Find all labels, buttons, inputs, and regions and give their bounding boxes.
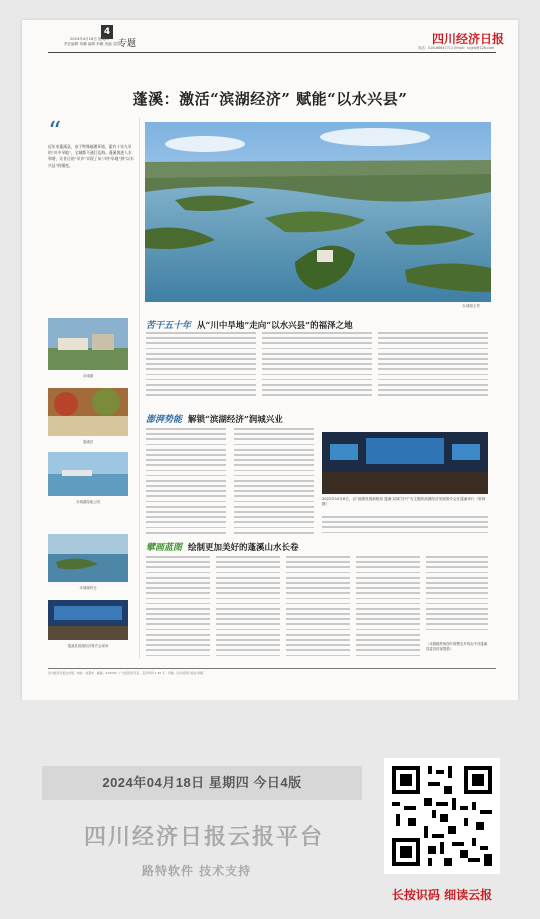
platform-name: 四川经济日报云报平台 (84, 825, 325, 850)
conference-caption: 2022年10月8日，以“滨湖发展新格局 蓬溪‘双城’共兴”为主题的滨湖经济发展推介会在蓬溪举行（张林摄） (322, 497, 486, 506)
section-heading-1 (146, 318, 353, 331)
section-title-2: 解锁“滨湖经济”润城兴业 (188, 414, 283, 425)
header-divider (48, 52, 496, 53)
side-photo-caption-4: 赤城湖风光 (79, 586, 97, 590)
section-badge-3: 擘画蓝图 (146, 543, 183, 553)
section-badge-1: 苦干五十年 (146, 321, 192, 331)
platform-date: 2024年04月18日 星期四 今日4版 (42, 766, 362, 800)
side-photo-caption-3: 赤城湖湿地公园 (76, 500, 100, 504)
section-heading-2 (146, 412, 283, 425)
section-heading-3 (146, 540, 299, 553)
body-text-column (234, 428, 314, 537)
side-photo-caption-5: 蓬溪县滨湖经济推介会现场 (67, 644, 109, 648)
side-photo-3[interactable] (48, 452, 128, 496)
lead-text: 近年来蓬溪县，由于特殊地理环境，素有十年九旱的“川中旱地”，全域都不通江达海。蓬溪推进人水和谐，让昔日的“旱乡”实现了从“川中旱地”到“以水兴县”的嬗变。 (48, 144, 134, 168)
footer-imprint: 四川经济日报社出版 · 地址：成都市 · 邮编：610000 · 广告经营许可证 · 定价每份 1.50 元 · 印刷：四川经济日报社印刷厂 (48, 671, 206, 675)
body-text-column (378, 332, 488, 399)
qr-caption: 长按识码 细读云报 (391, 888, 493, 902)
footer-divider (48, 668, 496, 669)
body-text-column (146, 556, 210, 660)
contact-line: 电话：028-86647711 Email：scjjrb@126.com (418, 46, 495, 50)
section-title-1: 从“川中旱地”走向“以水兴县”的福泽之地 (197, 320, 353, 331)
platform-banner (0, 700, 540, 919)
issue-date: 2024年4月18日 星期四 (70, 37, 109, 41)
section-badge-2: 澎湃势能 (146, 415, 183, 425)
body-text-column (322, 516, 488, 537)
body-text-column (216, 556, 280, 660)
body-text-column (426, 556, 488, 634)
side-photo-2[interactable] (48, 388, 128, 436)
side-photo-caption-1: 赤城湖 (82, 374, 94, 378)
side-photo-1[interactable] (48, 318, 128, 370)
article-headline: 蓬溪：激活“滨湖经济” 赋能“以水兴县” (132, 90, 408, 108)
body-text-column (146, 428, 226, 537)
side-photo-4[interactable] (48, 534, 128, 582)
side-photo-caption-2: 蓬溪县 (82, 440, 94, 444)
section-name: 专题 (118, 39, 137, 49)
qr-code-icon[interactable] (384, 758, 500, 874)
main-lake-photo[interactable] (145, 122, 491, 302)
main-photo-caption: 赤城湖全景 (462, 304, 480, 308)
quote-mark-icon: “ (48, 117, 62, 147)
credit-note: （本版稿件和图片除署名外均由中共蓬溪县委宣传部提供） (426, 642, 488, 651)
body-text-column (262, 332, 372, 399)
lead-paragraph (48, 117, 134, 312)
conference-photo[interactable] (322, 432, 488, 494)
side-photo-5[interactable] (48, 600, 128, 640)
body-text-column (146, 332, 256, 399)
tech-support: 路特软件 技术支持 (142, 864, 252, 878)
editor-credits: 责任编辑 刘鹏 编辑 李娜 美编 袁园 (64, 42, 121, 46)
section-title-3: 绘制更加美好的蓬溪山水长卷 (188, 542, 299, 553)
column-divider (139, 118, 140, 658)
body-text-column (356, 556, 420, 660)
body-text-column (286, 556, 350, 660)
newspaper-logo: 四川经济日报 (432, 32, 505, 46)
page-number: 4 (101, 25, 113, 39)
